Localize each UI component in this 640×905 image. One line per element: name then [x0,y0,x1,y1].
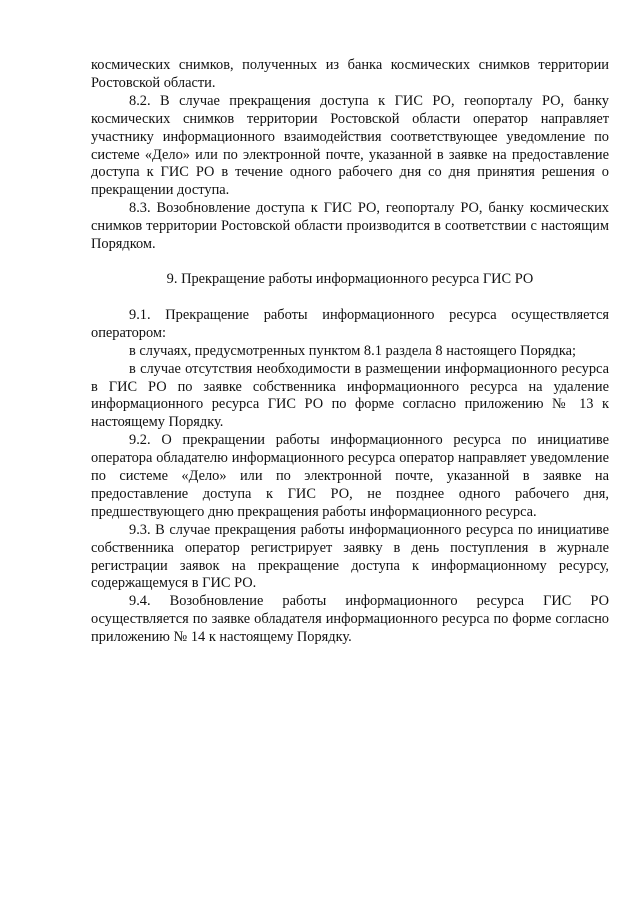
paragraph-9-4: 9.4. Возобновление работы информационного ресурса ГИС РО осуществляется по заявке обладателя информационного ресурса по форме согласно приложению № 14 к настоящему Порядку. [91,593,609,646]
paragraph-9-1: 9.1. Прекращение работы информационного ресурса осуществляется оператором: [91,306,609,341]
paragraph-9-3: 9.3. В случае прекращения работы информационного ресурса по инициативе собственника оператор регистрирует заявку в день поступления в журнале регистрации заявок на прекращение доступа к информационному ресурсу, содержащемуся в ГИС РО. [91,521,609,592]
paragraph-8-2: 8.2. В случае прекращения доступа к ГИС РО, геопорталу РО, банку космических снимков территории Ростовской области оператор направляет участнику информационного взаимодействия соответствующее уведомление по системе «Дело» или по электронной почте, указанной в заявке на предоставление доступа к ГИС РО в течение одного рабочего дня со дня принятия решения о прекращении доступа. [91,92,609,199]
section-9-heading: 9. Прекращение работы информационного ресурса ГИС РО [166,270,534,287]
paragraph-9-1-item-1: в случаях, предусмотренных пунктом 8.1 раздела 8 настоящего Порядка; [129,342,577,359]
paragraph-9-1-item-2: в случае отсутствия необходимости в размещении информационного ресурса в ГИС РО по заявке собственника информационного ресурса на удаление информационного ресурса ГИС РО по форме согласно приложению № 13 к настоящему Порядку. [91,360,609,431]
document-page [91,57,609,647]
paragraph-9-2: 9.2. О прекращении работы информационного ресурса по инициативе оператора обладателю информационного ресурса оператор направляет уведомление по системе «Дело» или по электронной почте, указанной в заявке на предоставление доступа к ГИС РО, не позднее одного рабочего дня, предшествующего дню прекращения работы информационного ресурса. [91,432,609,520]
paragraph-8-1-continuation: космических снимков, полученных из банка космических снимков территории Ростовской области. [91,57,609,91]
paragraph-8-3: 8.3. Возобновление доступа к ГИС РО, геопорталу РО, банку космических снимков территории Ростовской области производится в соответствии с настоящим Порядком. [91,200,609,253]
